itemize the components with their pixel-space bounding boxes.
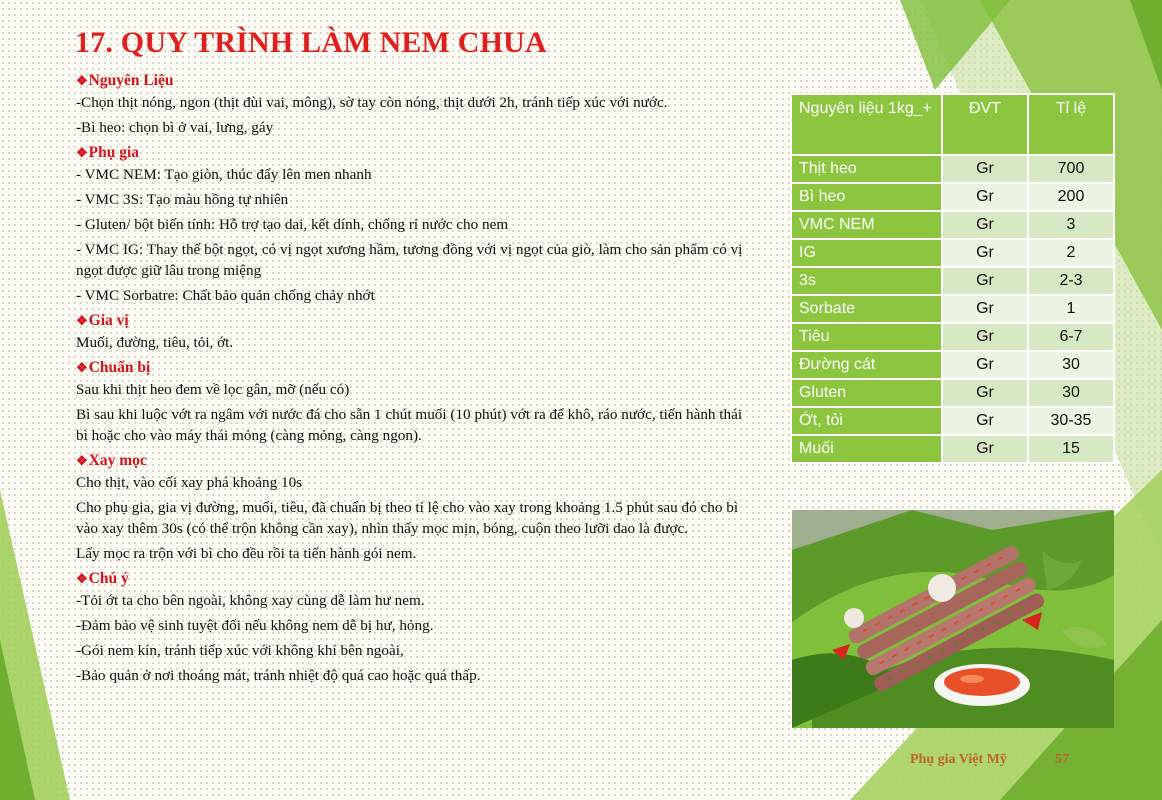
- ingredient-name: Thịt heo: [791, 155, 942, 183]
- paragraph: Bì sau khi luộc vớt ra ngâm với nước đá cho sẵn 1 chút muối (10 phút) vớt ra để khô, ráo nước, tiến hành thái bì hoặc cho vào máy thái mỏng (càng mỏng, càng ngon).: [76, 406, 743, 444]
- heading-label: Gia vị: [88, 312, 129, 329]
- ratio-cell: 2-3: [1028, 267, 1114, 295]
- paragraph: - Gluten/ bột biến tính: Hỗ trợ tạo dai, kết dính, chống rỉ nước cho nem: [76, 216, 509, 233]
- diamond-bullet-icon: ❖: [76, 313, 88, 328]
- unit-cell: Gr: [942, 211, 1028, 239]
- ratio-cell: 30: [1028, 379, 1114, 407]
- footer-brand: Phụ gia Việt Mỹ: [910, 752, 1007, 767]
- section-preparation: [76, 357, 756, 446]
- ratio-cell: 6-7: [1028, 323, 1114, 351]
- paragraph: -Bảo quản ở nơi thoáng mát, tránh nhiệt độ quá cao hoặc quá thấp.: [76, 667, 481, 684]
- heading-label: Xay mọc: [88, 452, 147, 469]
- paragraph: - VMC Sorbatre: Chất bảo quản chống chảy nhớt: [76, 287, 375, 304]
- paragraph: -Đảm bảo vệ sinh tuyệt đối nếu không nem dễ bị hư, hỏng.: [76, 617, 434, 634]
- ingredient-name: Muối: [791, 435, 942, 463]
- paragraph: Cho thịt, vào cối xay phá khoảng 10s: [76, 474, 303, 491]
- column-header-ratio: Tỉ lệ: [1028, 94, 1114, 155]
- table-row: [791, 155, 1114, 183]
- unit-cell: Gr: [942, 183, 1028, 211]
- section-heading: [76, 70, 756, 92]
- nem-chua-photo: [792, 510, 1114, 728]
- paragraph: Sau khi thịt heo đem về lọc gân, mỡ (nếu có): [76, 381, 350, 398]
- unit-cell: Gr: [942, 351, 1028, 379]
- ingredient-name: Ớt, tỏi: [791, 407, 942, 435]
- unit-cell: Gr: [942, 239, 1028, 267]
- diamond-bullet-icon: ❖: [76, 571, 88, 586]
- unit-cell: Gr: [942, 435, 1028, 463]
- table-row: [791, 211, 1114, 239]
- table-row: [791, 323, 1114, 351]
- paragraph: - VMC IG: Thay thế bột ngọt, có vị ngọt xương hầm, tương đồng với vị ngọt của giò, làm cho sản phẩm có vị ngọt được giữ lâu trong miệng: [76, 241, 743, 279]
- heading-label: Phụ gia: [88, 144, 140, 161]
- ratio-cell: 2: [1028, 239, 1114, 267]
- section-additives: [76, 142, 756, 306]
- ingredient-name: VMC NEM: [791, 211, 942, 239]
- paragraph: - VMC 3S: Tạo màu hồng tự nhiên: [76, 191, 289, 208]
- column-header-unit: ĐVT: [942, 94, 1028, 155]
- column-header-ingredient: Nguyên liệu 1kg_+: [791, 94, 942, 155]
- unit-cell: Gr: [942, 379, 1028, 407]
- paragraph: Lấy mọc ra trộn với bì cho đều rồi ta tiến hành gói nem.: [76, 545, 417, 562]
- table-header-row: [791, 94, 1114, 155]
- section-heading: [76, 568, 756, 590]
- ratio-cell: 30: [1028, 351, 1114, 379]
- table-row: [791, 295, 1114, 323]
- table-row: [791, 183, 1114, 211]
- ingredient-name: IG: [791, 239, 942, 267]
- diamond-bullet-icon: ❖: [76, 360, 88, 375]
- section-grinding: [76, 450, 756, 564]
- ratio-cell: 15: [1028, 435, 1114, 463]
- paragraph: - VMC NEM: Tạo giòn, thúc đẩy lên men nhanh: [76, 166, 372, 183]
- table-row: [791, 435, 1114, 463]
- ingredient-name: 3s: [791, 267, 942, 295]
- paragraph: -Chọn thịt nóng, ngon (thịt đùi vai, mông), sờ tay còn nóng, thịt dưới 2h, tránh tiếp xúc với nước.: [76, 94, 668, 111]
- ingredient-ratio-table: [790, 93, 1115, 464]
- nem-chua-illustration: [792, 510, 1114, 728]
- ratio-cell: 200: [1028, 183, 1114, 211]
- ingredient-name: Gluten: [791, 379, 942, 407]
- page-number: 57: [1055, 752, 1069, 767]
- section-heading: [76, 357, 756, 379]
- procedure-text: [76, 68, 756, 690]
- diamond-bullet-icon: ❖: [76, 453, 88, 468]
- unit-cell: Gr: [942, 407, 1028, 435]
- table-row: [791, 407, 1114, 435]
- section-heading: [76, 142, 756, 164]
- ingredient-name: Bì heo: [791, 183, 942, 211]
- section-heading: [76, 450, 756, 472]
- ingredient-name: Tiêu: [791, 323, 942, 351]
- paragraph: -Bì heo: chọn bì ở vai, lưng, gáy: [76, 119, 274, 136]
- table-row: [791, 267, 1114, 295]
- diamond-bullet-icon: ❖: [76, 73, 88, 88]
- ratio-cell: 700: [1028, 155, 1114, 183]
- unit-cell: Gr: [942, 155, 1028, 183]
- ratio-cell: 3: [1028, 211, 1114, 239]
- section-spices: [76, 310, 756, 353]
- heading-label: Nguyên Liệu: [88, 72, 174, 89]
- unit-cell: Gr: [942, 323, 1028, 351]
- section-heading: [76, 310, 756, 332]
- ingredient-name: Sorbate: [791, 295, 942, 323]
- paragraph: -Tỏi ớt ta cho bên ngoài, không xay cùng dễ làm hư nem.: [76, 592, 425, 609]
- paragraph: Muối, đường, tiêu, tỏi, ớt.: [76, 334, 234, 351]
- paragraph: -Gói nem kín, tránh tiếp xúc với không khí bên ngoài,: [76, 642, 404, 659]
- table-row: [791, 239, 1114, 267]
- ratio-cell: 30-35: [1028, 407, 1114, 435]
- table-row: [791, 379, 1114, 407]
- heading-label: Chuẩn bị: [88, 359, 151, 376]
- ingredient-name: Đường cát: [791, 351, 942, 379]
- table-row: [791, 351, 1114, 379]
- section-ingredients: [76, 70, 756, 138]
- heading-label: Chú ý: [88, 570, 129, 587]
- section-notes: [76, 568, 756, 686]
- page-title: 17. QUY TRÌNH LÀM NEM CHUA: [75, 26, 547, 59]
- ratio-cell: 1: [1028, 295, 1114, 323]
- unit-cell: Gr: [942, 267, 1028, 295]
- paragraph: Cho phụ gia, gia vị đường, muối, tiêu, đã chuẩn bị theo tỉ lệ cho vào xay trong khoảng 1.5 phút sau đó cho bì vào xay thêm 30s (có thể trộn không cần xay), nhìn thấy mọc mịn, bóng, cuộn theo lưỡi dao là được.: [76, 499, 739, 537]
- unit-cell: Gr: [942, 295, 1028, 323]
- diamond-bullet-icon: ❖: [76, 145, 88, 160]
